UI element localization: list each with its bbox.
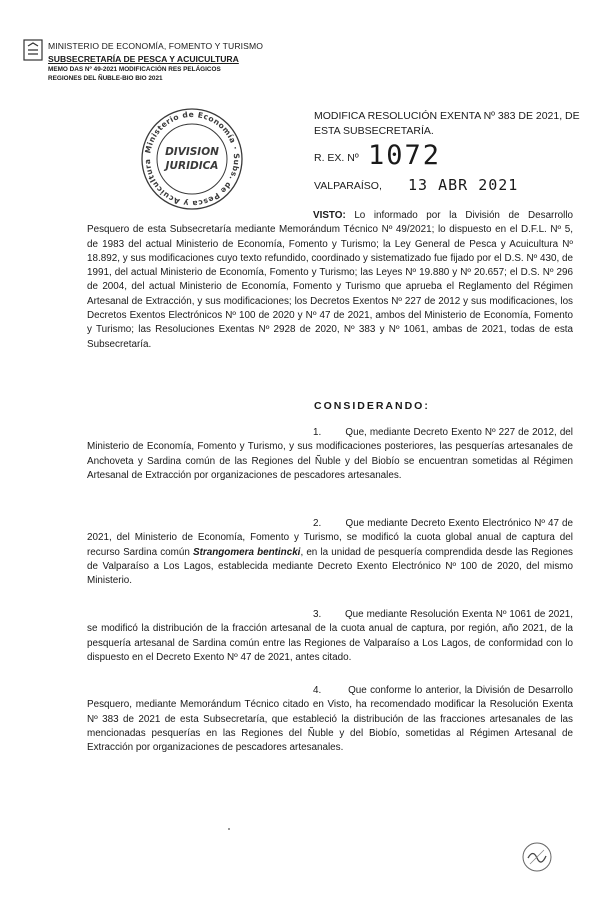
considerando-4: 4. Que conforme lo anterior, la División de Desarrollo Pesquero, mediante Memorándum Técnico citado en Visto, ha recomendado modificar la Resolución Exenta Nº 383 de 2021 de esta Subsecretaría, que estableció la distribución de las fracciones artesanales de las mencionadas pesquerías en las Regiones del Ñuble y del Biobío, sometidas al Régimen Artesanal de Extracción por organizaciones de pescadores artesanales.: [87, 685, 573, 754]
letterhead: [48, 40, 263, 83]
place-label: VALPARAÍSO,: [314, 180, 382, 192]
considerando-1: 1. Que, mediante Decreto Exento Nº 227 de 2012, del Ministerio de Economía, Fomento y Turismo, y sus modificaciones posteriores, las pesquerías artesanales de Anchoveta y Sardina común de las Regiones del Ñuble y del Biobío se encuentran sometidas al Régimen Artesanal de Extracción por organizaciones de pescadores artesanales.: [87, 427, 573, 481]
considerando-2-text-b: , en la unidad de pesquería comprendida desde las Regiones de Valparaíso a Los Lagos, establecida mediante Decreto Exento Electrónico Nº 100 de 2020, del mismo Ministerio.: [87, 546, 573, 587]
page-dot-mark: [228, 828, 230, 830]
resolution-date: 13 ABR 2021: [408, 176, 519, 194]
memo-reference: MEMO DAS Nº 49-2021 MODIFICACIÓN RES PELÁGICOS: [48, 66, 221, 73]
subsecretaria-name: SUBSECRETARÍA DE PESCA Y ACUICULTURA: [48, 53, 239, 64]
stamp-center-line1: DIVISION: [165, 146, 219, 158]
considerando-heading: CONSIDERANDO:: [314, 400, 430, 412]
considerando-2: [87, 517, 573, 588]
visto-text: Lo informado por la División de Desarrollo Pesquero de esta Subsecretaría mediante Memorándum Técnico Nº 49/2021; lo dispuesto en el D.F.L. Nº 5, de 1983 del actual Ministerio de Economía, Fomento y Turismo; la Ley General de Pesca y Acuicultura Nº 18.892, y sus modificaciones cuyo texto refundido, coordinado y sistematizado fue fijado por el D.S. Nº 430, de 1991, del actual Ministerio de Economía, Fomento y Turismo; las Leyes Nº 19.880 y Nº 20.657; el D.S. Nº 296 de 2004, del actual Ministerio de Economía, Fomento y Turismo que aprueba el Reglamento del Régimen Artesanal de Extracción, y sus modificaciones; los Decretos Exentos Nº 227 de 2012 y sus modificaciones, los Decretos Exentos Electrónicos Nº 100 de 2020 y Nº 47 de 2021, ambos del Ministerio de Economía, Fomento y Turismo; las Resoluciones Exentas Nº 2928 de 2020, Nº 383 y Nº 1061, ambas de 2021, todas de esta Subsecretaría.: [87, 210, 574, 350]
species-name: Strangomera bentincki: [193, 546, 301, 558]
resolution-title: MODIFICA RESOLUCIÓN EXENTA Nº 383 DE 2021, DE ESTA SUBSECRETARÍA.: [314, 110, 580, 137]
rex-number: 1072: [368, 140, 442, 171]
ministry-name: MINISTERIO DE ECONOMÍA, FOMENTO Y TURISMO: [48, 41, 263, 51]
regions-reference: REGIONES DEL ÑUBLE-BIO BIO 2021: [48, 75, 163, 82]
considerando-2-text-a: 2. Que mediante Decreto Exento Electrónico Nº 47 de 2021, del Ministerio de Economía, Fomento y Turismo, se modificó la cuota global anual de captura del recurso Sardina común: [87, 518, 573, 558]
initials-seal-icon: [518, 838, 556, 876]
rex-label: R. EX. Nº: [314, 152, 359, 164]
juridica-stamp: [138, 105, 246, 213]
stamp-center-line2: JURIDICA: [165, 160, 219, 172]
stamp-ring-text: Ministerio de Economía · Subs. de Pesca y Acuicultura: [142, 109, 242, 209]
ministry-logo-icon: [22, 38, 44, 62]
visto-paragraph: [87, 209, 573, 352]
considerando-3: 3. Que mediante Resolución Exenta Nº 1061 de 2021, se modificó la distribución de la fracción artesanal de la cuota anual de captura, por región, año 2021, de la pesquería artesanal de Sardina común entre las Regiones de Valparaíso a Los Lagos, de conformidad con lo dispuesto en el Decreto Exento Nº 47 de 2021, antes citado.: [87, 609, 573, 663]
visto-label: VISTO:: [313, 210, 346, 221]
